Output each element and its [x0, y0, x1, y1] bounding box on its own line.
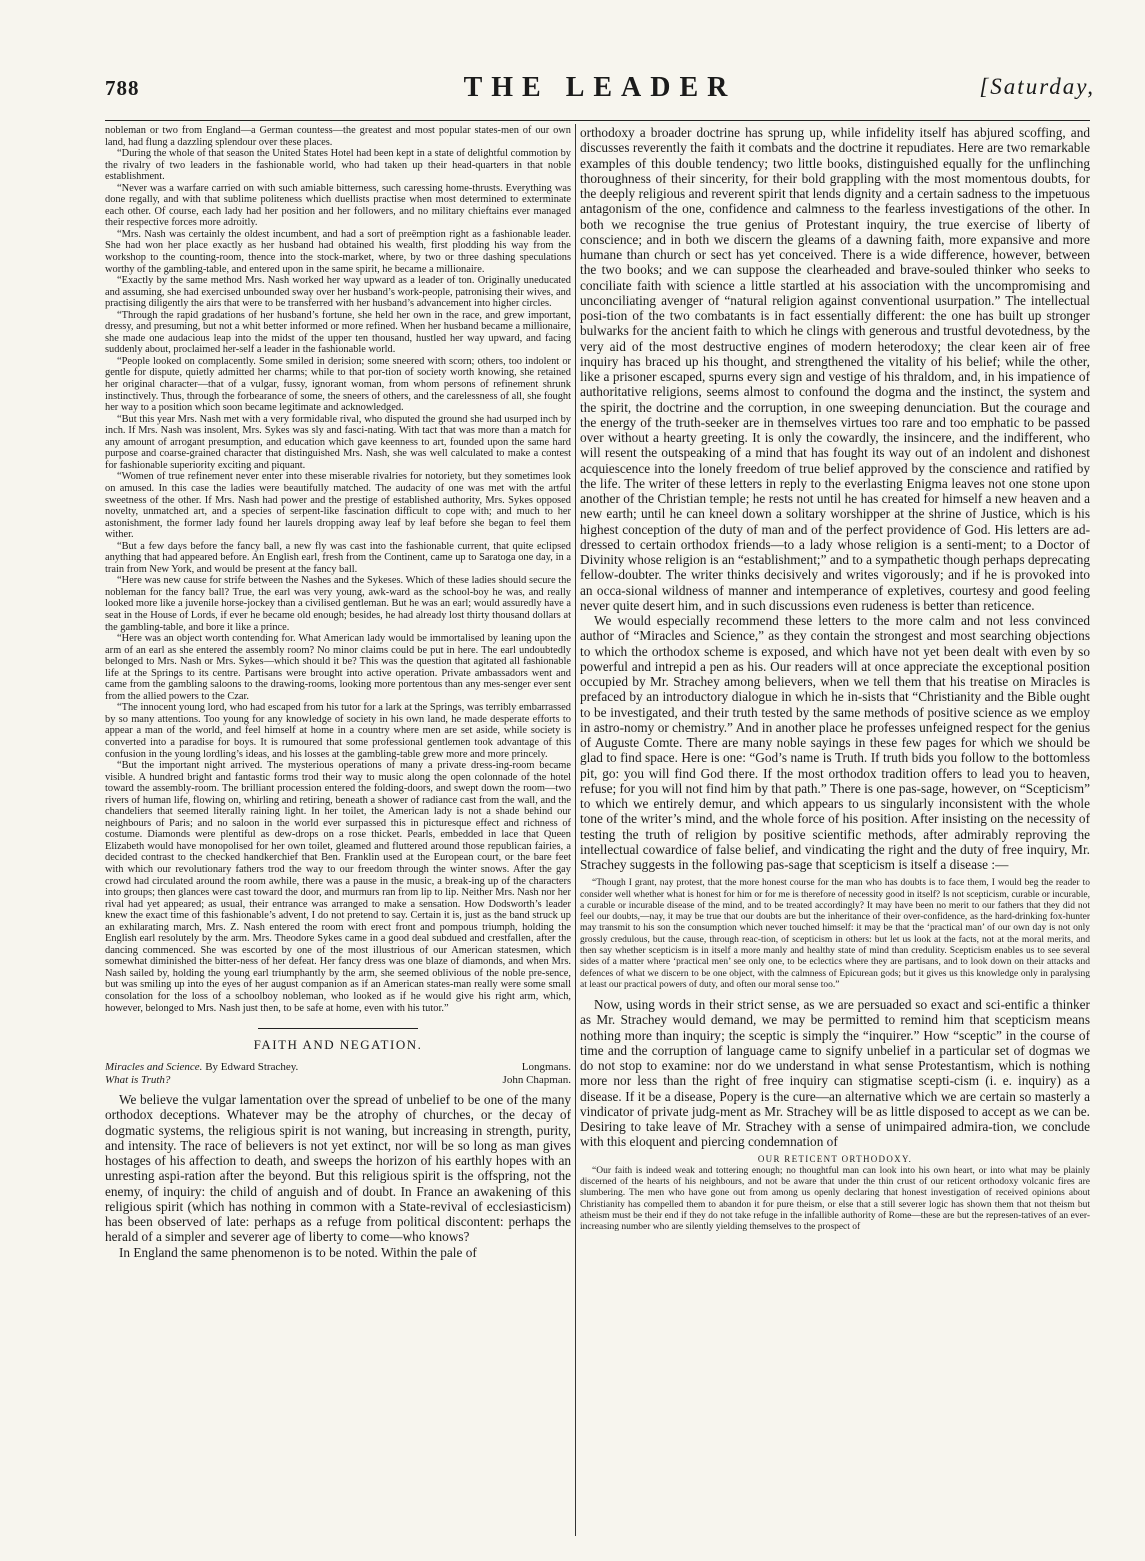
paragraph: “Mrs. Nash was certainly the oldest incumbent, and had a sort of preëmption right as a fashionable leader. She had won her place exactly as her husband had obtained his wealth, first plodding his way from the workshop to the counting-room, thence into the stock-market, where, by two or three dashing speculations worthy of the gambling-table, and entered upon in the same spirit, he became a millionaire.	[105, 228, 571, 275]
paragraph: “Here was new cause for strife between the Nashes and the Sykeses. Which of these ladies should secure the nobleman for the fancy ball? True, the earl was very young, awk-ward as the school-boy he was, and really looked more like a juvenile horse-jockey than a civilised gentleman. But he was an earl; would assuredly have a seat in the House of Lords, if ever he became old enough; besides, he had already lost thirty thousand dollars at the gambling-table, and bore it like a prince.	[105, 575, 571, 633]
review-body	[105, 1092, 571, 1260]
paragraph: “Our faith is indeed weak and tottering enough; no thoughtful man can look into his own heart, or into what may be plainly discerned of the hearts of his neighbours, and not be aware that under the thin crust of our reticent orthodoxy volcanic fires are slumbering. The men who have gone out from among us openly declaring that honest investigation of received opinions about Christianity has compelled them to abandon it for pure theism, or else that a still severer logic has shown them that not theism but atheism must be their end if they do not take refuge in the infallible authority of Rome—these are but the represen-tatives of an ever-increasing number who are silently yielding themselves to the prospect of	[580, 1165, 1090, 1233]
newspaper-title: THE LEADER	[463, 72, 737, 103]
paragraph: “Women of true refinement never enter into these miserable rivalries for notoriety, but they sometimes look on amused. In this case the ladies were beautifully matched. The audacity of one was met with the artful sweetness of the other. If Mrs. Nash had power and the prestige of established authority, Mrs. Sykes opposed novelty, unmatched art, and a species of serpent-like fascination difficult to cope with; and much to her astonishment, the former lady found her laurels dropping away leaf by leaf before she began to feel them wither.	[105, 471, 571, 541]
book-publisher: John Chapman.	[502, 1073, 571, 1086]
book-publisher: Longmans.	[521, 1061, 571, 1074]
paragraph: We believe the vulgar lamentation over the spread of unbelief to be one of the many orthodox deceptions. Whatever may be the atrophy of churches, or the decay of dogmatic systems, the religious spirit is not waning, but increasing in strength, purity, and intensity. The race of believers is not yet extinct, nor will be so long as man gives hostages of his affection to death, and sweeps the horizon of his earthly hopes with an unresting aspi-ration after the beyond. But this religious spirit is the offspring, not the enemy, of inquiry: the child of anguish and of doubt. In France an awakening of this religious spirit (which has nothing in common with a State-revival of ecclesiasticism) has been observed of late: perhaps as a refuge from political discontent: perhaps the herald of a simpler and severer age of liberty to come—who knows?	[105, 1092, 571, 1245]
quoted-extract	[105, 125, 571, 1014]
paragraph: “During the whole of that season the United States Hotel had been kept in a state of delightful commotion by the rivalry of two leaders in the fashionable world, who had taken up their head-quarters in that noble establishment.	[105, 148, 571, 183]
paragraph: In England the same phenomenon is to be noted. Within the pale of	[119, 1244, 477, 1260]
paragraph: We would especially recommend these letters to the more calm and not less convinced author of “Miracles and Science,” as they contain the strongest and most searching objections to which the orthodox scheme is exposed, and which have not yet been dealt with even by so powerful and intrepid a pen as his. Our readers will at once appreciate the exceptional position occupied by Mr. Strachey among believers, when we tell them that his treatise on Miracles is prefaced by an introductory dialogue in which he in-sists that “Christianity and the Bible ought to be investigated, and their truth tested by the same methods of positive science as we employ in astro-nomy or chemistry.” And in another place he professes unfeigned respect for the genius of Auguste Comte. There are many noble sayings in these few pages for which we should be glad to find space. Here is one: “God’s name is Truth. If truth bids you follow to the bottomless pit, go: you will find God there. If the most orthodox tradition offers to lead you to heaven, refuse; for you will not find him by that path.” There is one pas-sage, however, on “Scepticism” to which we entirely demur, and which appears to us singularly inconsistent with the whole tone of the writer’s mind, and the whole force of his position. After insisting on the necessity of testing the truth of religion by positive scientific methods, after admirably reproving the intellectual cowardice of false belief, and vindicating the right and the duty of free inquiry, Mr. Strachey suggests in the following pas-sage that scepticism is itself a disease :—	[580, 613, 1090, 872]
book-title: What is Truth?	[105, 1073, 171, 1086]
paragraph: “But a few days before the fancy ball, a new fly was cast into the fashionable current, that quite eclipsed anything that had appeared before. An English earl, fresh from the Continent, came up to Saratoga one day, in a train from New York, and would be present at the fancy ball.	[105, 540, 571, 575]
issue-day: [Saturday,	[979, 74, 1095, 99]
book-author: By Edward Strachey.	[205, 1061, 299, 1074]
paragraph: Now, using words in their strict sense, as we are persuaded so exact and sci-entific a thinker as Mr. Strachey would demand, we may be permitted to remind him that scepticism means nothing more than inquiry; the sceptic is simply the “inquirer.” How “sceptic” in the course of time and the corruption of language came to signify unbelief in a particular set of dogmas we do not stop to examine: nor do we understand in what sense Protestantism, which is nothing more nor less than the right of free inquiry can stigmatise scepti-cism (i. e. inquiry) as a disease. If it be a disease, Popery is the cure—an alternative which we are certain so masterly a vindicator of private judg-ment as Mr. Strachey will be as little disposed to accept as we can be. Desiring to take leave of Mr. Strachey with a sense of unimpaired admira-tion, we conclude with this eloquent and piercing condemnation of	[580, 997, 1090, 1150]
paragraph: “Exactly by the same method Mrs. Nash worked her way upward as a leader of ton. Originally uneducated and assuming, she had exercised unbounded sway over her husband’s work-people, patronising their wives, and practising diligently the airs that were to be transferred with her husband’s advancement into higher circles.	[105, 275, 571, 310]
right-column	[580, 125, 1090, 1535]
paragraph: “But the important night arrived. The mysterious operations of many a private dress-ing-room became visible. A hundred bright and fantastic forms trod their way to music along the open colonnade of the hotel toward the assembly-room. The brilliant procession entered the folding-doors, and swept down the room—two rivers of human life, flowing on, whirling and retiring, beneath a shower of radiance cast from the wall, and the chandeliers that seemed literally raining light. In her toilet, the American lady is not a shade behind our neighbours of Paris; and no saloon in the world ever surpassed this in picturesque effect and richness of costume. Diamonds were plentiful as dew-drops on a rose thicket. Pearls, embedded in lace that Queen Elizabeth would have monopolised for her own toilet, gleamed and fluttered around those republican fairies, a decided contrast to the checked handkerchief that Ben. Franklin used at the European court, or the bare feet with which our revolutionary fathers trod the way to our freedom through the winter snows. After the gay crowd had circulated around the room awhile, there was a pause in the music, a break-ing up of the characters into groups; then glances were cast toward the door, and murmurs ran from lip to lip. Neither Mrs. Nash nor her rival had yet appeared; as usual, their entrance was arranged to make a sensation. How Dodsworth’s leader knew the exact time of this fashionable’s advent, I do not pretend to say. Certain it is, just as the band struck up an exhilarating march, Mrs. Z. Nash entered the room with erect front and pompous triumph, holding the English earl resolutely by the arm. Mrs. Theodore Sykes came in a good deal subdued and crestfallen, after the dancing commenced. She was escorted by one of the most illustrious of our American statesmen, which somewhat diminished the bitter-ness of her defeat. Her fancy dress was one blaze of diamonds, and when Mrs. Nash sailed by, holding the young earl triumphantly by the arm, she seemed oblivious of the noble pre-sence, but was smiling up into the eyes of her august companion as if an American states-man really were some small consolation for the loss of a schoolboy nobleman, who looked as if he would give his right arm, which, however, belonged to Mrs. Nash just then, to be safe at home, even with his tutor.”	[105, 760, 571, 1014]
page-number: 788	[105, 76, 140, 100]
section-rule	[258, 1028, 418, 1029]
header-rule	[105, 120, 1090, 121]
book-list	[105, 1061, 571, 1086]
paragraph: “Never was a warfare carried on with such amiable bitterness, such caressing home-thrusts. Everything was done regally, and with that sublime politeness which duellists practise when most determined to exterminate each other. Of course, each lady had her position and her followers, and no military chieftains ever managed their respective forces more adroitly.	[105, 182, 571, 229]
left-column	[105, 125, 571, 1535]
block-quote	[580, 1166, 1090, 1234]
sub-heading: OUR RETICENT ORTHODOXY.	[757, 1153, 913, 1164]
book-title: Miracles and Science.	[105, 1061, 203, 1074]
paragraph: “Here was an object worth contending for. What American lady would be immortalised by leaning upon the arm of an earl as she entered the assembly room? No minor claims could be put in here. The earl undoubtedly belonged to Mrs. Nash or Mrs. Sykes—which should it be? This was the question that agitated all fashionable life at the Springs to its centre. Partisans were brought into active operation. Private ambassadors went and came from the gambling saloons to the drawing-rooms, looking more portentous than any mes-senger ever sent from the allied powers to the Czar.	[105, 633, 571, 702]
review-body-continued	[580, 125, 1090, 872]
paragraph: “People looked on complacently. Some smiled in derision; some sneered with scorn; others, too indolent or gentle for dispute, quietly admitted her charms; while to that por-tion of society worth knowing, she retained her original character—that of a vulgar, fussy, ignorant woman, from whom persons of refinement shrunk instinctively. Thus, through the forbearance of some, the sneers of others, and the carelessness of all, she fought her way to a position which soon became legitimate and acknowledged.	[105, 355, 571, 414]
review-body-continued	[580, 997, 1090, 1150]
book-entry	[105, 1061, 571, 1074]
block-quote	[580, 878, 1090, 991]
paragraph: “But this year Mrs. Nash met with a very formidable rival, who disputed the ground she had usurped inch by inch. If Mrs. Nash was insolent, Mrs. Sykes was sly and fasci-nating. With tact that was more than a match for any amount of arrogant presumption, and education which gave keenness to art, founded upon the same hard purpose and coarse-grained character that distinguished Mrs. Nash, she was well calculated to make a contest for fashionable superiority exciting and piquant.	[105, 413, 571, 471]
masthead	[105, 72, 1095, 122]
review-title: FAITH AND NEGATION.	[253, 1037, 423, 1053]
paragraph: “The innocent young lord, who had escaped from his tutor for a lark at the Springs, was terribly embarrassed by so many attentions. Too young for any knowledge of society in his own land, he made desperate efforts to appear a man of the world, and feel himself at home in a country where men are set aside, while society is converted into a paradise for boys. It is rumoured that some professional gentlemen took advantage of this confusion in the young lordling’s ideas, and his losses at the gambling-table grew more and more princely.	[105, 702, 571, 760]
book-info	[105, 1061, 298, 1074]
paragraph: “Though I grant, nay protest, that the more honest course for the man who has doubts is to face them, I would beg the reader to consider well whether what is honest for him or for me is therefore of necessity good in itself? Is not scepticism, curable or incurable, a curable or incurable disease of the mind, and to be treated accordingly? It may have been no merit to our fathers that they did not feel our doubts,—nay, it may be true that our doubts are but the inheritance of their over-confidence, as the hard-drinking fox-hunter may transmit to his son the consumption which never touched himself: it may be that the ‘practical man’ of our own day is not only grossly credulous, but the cause, through reac-tion, of scepticism in others: but let us look at the facts, not at the moral merits, and then say whether scepticism is in itself a more manly and healthy state of mind than credulity. Scepticism enables us to see several sides of a matter where ‘practical men’ see only one, to be eclectics where they are partisans, and to look down on their attacks and defences of what we discern to be one object, with the calmness of Epicurean gods; but it gives us this knowledge only in paralysing at least our practical powers of duty, and often our moral sense too.”	[580, 878, 1090, 990]
book-entry	[105, 1074, 571, 1087]
paragraph: “Through the rapid gradations of her husband’s fortune, she held her own in the race, and grew important, dressy, and presuming, but not a whit better informed or more refined. When her husband became a millionaire, she made one audacious leap into the midst of the upper ten thousand, hustled her way upward, and facing suddenly about, proclaimed her-self a leader in the fashionable world.	[105, 309, 571, 356]
paragraph: orthodoxy a broader doctrine has sprung up, while infidelity itself has abjured scoffing, and discusses reverently the faith it combats and the doctrine it repudiates. Here are two remarkable examples of this double tendency; two little books, distinguished equally for the unflinching thoroughness of their sincerity, for their bold grappling with the most momentous doubts, for the deeply religious and reverent spirit that lends dignity and a certain sadness to the impetuous antagonism of the one, confidence and calmness to the fearless investigations of the other. In both we recognise the true genius of Protestant inquiry, the true exercise of liberty of conscience; and in both we discern the gleams of a dawning faith, more expansive and more humane than church or sect has yet conceived. There is a wide difference, however, between the two books; and we can suppose the clearheaded and brave-souled thinker who seeks to conciliate faith with science a little startled at his association with the uncompromising and unconciliating avenger of “natural religion against conventional usurpation.” The intellectual posi-tion of the two combatants is in fact essentially different: the one has built up stronger bulwarks for the ancient faith to which he clings with generous and trustful devotedness, by the very aid of the most destructive engines of modern heterodoxy; the clear keen air of free inquiry has braced up his thought, and strengthened the vitality of his belief; while the other, like a prisoner escaped, spurns every sign and vestige of his thraldom, and, in his impatience of authoritative religions, seems almost to confound the dogma and the instinct, the system and the spirit, the doctrine and the corruption, in one sweeping denunciation. But the courage and the energy of the truth-seeker are in themselves virtues too rare and too emphatic to be passed over without a hearty greeting. It is only the cowardly, the insincere, and the indifferent, who will resent the outspeaking of a mind that has fought its way out of an indolent and dishonest acquiescence into the lonely freedom of true belief approved by the conscience and ratified by the life. The writer of these letters in reply to the everlasting Enigma leaves not one stone upon another of the Christian temple; he rests not until he has created for himself a new heaven and a new earth; until he can kneel down a solitary worshipper at the shrine of Justice, which is his highest conception of the duty of man and of the perfect providence of God. His letters are ad-dressed to certain orthodox friends—to a lady whose religion is a senti-ment; to a Doctor of Divinity whose religion is an “establishment;” and to a sympathetic though perhaps deprecating fellow-doubter. The writer thinks decisively and writes vigorously; and if he is provoked into an occa-sional wildness of manner and intemperance of expletives, courtesy and good feeling never quite desert him, and in such discussions even rudeness is better than reticence.	[580, 125, 1090, 613]
paragraph: nobleman or two from England—a German countess—the greatest and most popular states-men of our own land, had flung a dazzling splendour over these places.	[105, 125, 571, 148]
column-divider	[575, 124, 576, 1536]
